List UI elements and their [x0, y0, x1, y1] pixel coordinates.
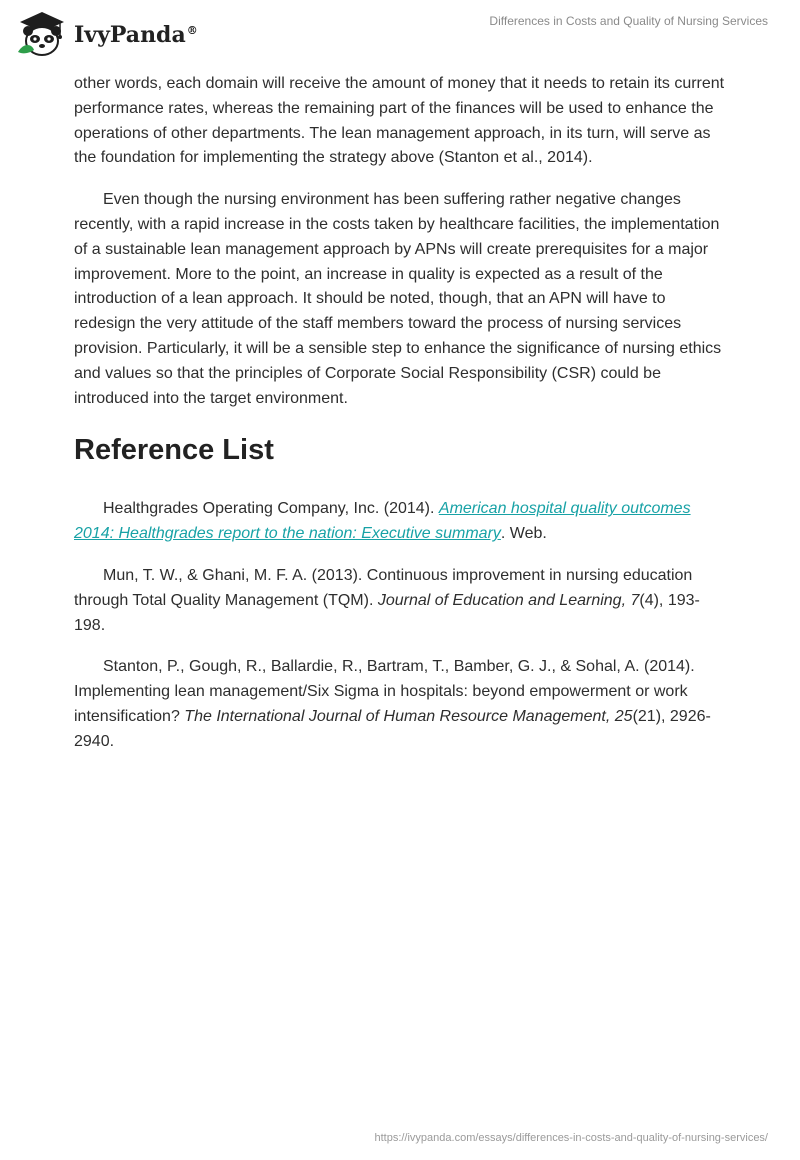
journal-title: Journal of Education and Learning, 7	[377, 591, 640, 609]
reference-item: Healthgrades Operating Company, Inc. (2014). American hospital quality outcomes 2014: Healthgrades report to the nation: Executive summary. Web.	[74, 500, 691, 543]
ivypanda-logo[interactable]	[14, 8, 198, 60]
reference-list-heading: Reference List	[74, 434, 274, 467]
panda-graduate-icon	[14, 8, 70, 60]
reference-item: Mun, T. W., & Ghani, M. F. A. (2013). Continuous improvement in nursing education through Total Quality Management (TQM). Journal of Education and Learning, 7(4), 193-198.	[74, 566, 700, 634]
reference-item: Stanton, P., Gough, R., Ballardie, R., Bartram, T., Bamber, G. J., & Sohal, A. (2014). Implementing lean management/Six Sigma in hospitals: beyond empowerment or work intensification? The International Journal of Human Resource Management, 25(21), 2926-2940.	[74, 658, 711, 750]
logo-wordmark: IvyPanda®	[74, 22, 198, 48]
document-title: Differences in Costs and Quality of Nursing Services	[489, 14, 768, 28]
journal-title: The International Journal of Human Resource Management, 25	[184, 707, 633, 725]
body-paragraph-1: other words, each domain will receive the amount of money that it needs to retain its current performance rates, whereas the remaining part of the finances will be used to enhance the operations of other departments. The lean management approach, in its turn, will serve as the foundation for implementing the strategy above (Stanton et al., 2014).	[74, 75, 725, 167]
essay-content	[74, 72, 728, 772]
reference-link[interactable]: American hospital quality outcomes 2014: Healthgrades report to the nation: Executive summary	[74, 500, 691, 543]
body-paragraph-2: Even though the nursing environment has been suffering rather negative changes recently, with a rapid increase in the costs taken by healthcare facilities, the implementation of a sustainable lean management approach by APNs will create prerequisites for a major improvement. More to the point, an increase in quality is expected as a result of the introduction of a lean approach. It should be noted, though, that an APN will have to redesign the very attitude of the staff members toward the process of nursing services provision. Particularly, it will be a sensible step to enhance the significance of nursing ethics and values so that the principles of Corporate Social Responsibility (CSR) could be introduced into the target environment.	[74, 191, 722, 407]
source-url[interactable]: https://ivypanda.com/essays/differences-in-costs-and-quality-of-nursing-services/	[374, 1132, 768, 1144]
page-header	[0, 0, 800, 70]
registered-mark: ®	[186, 23, 198, 37]
